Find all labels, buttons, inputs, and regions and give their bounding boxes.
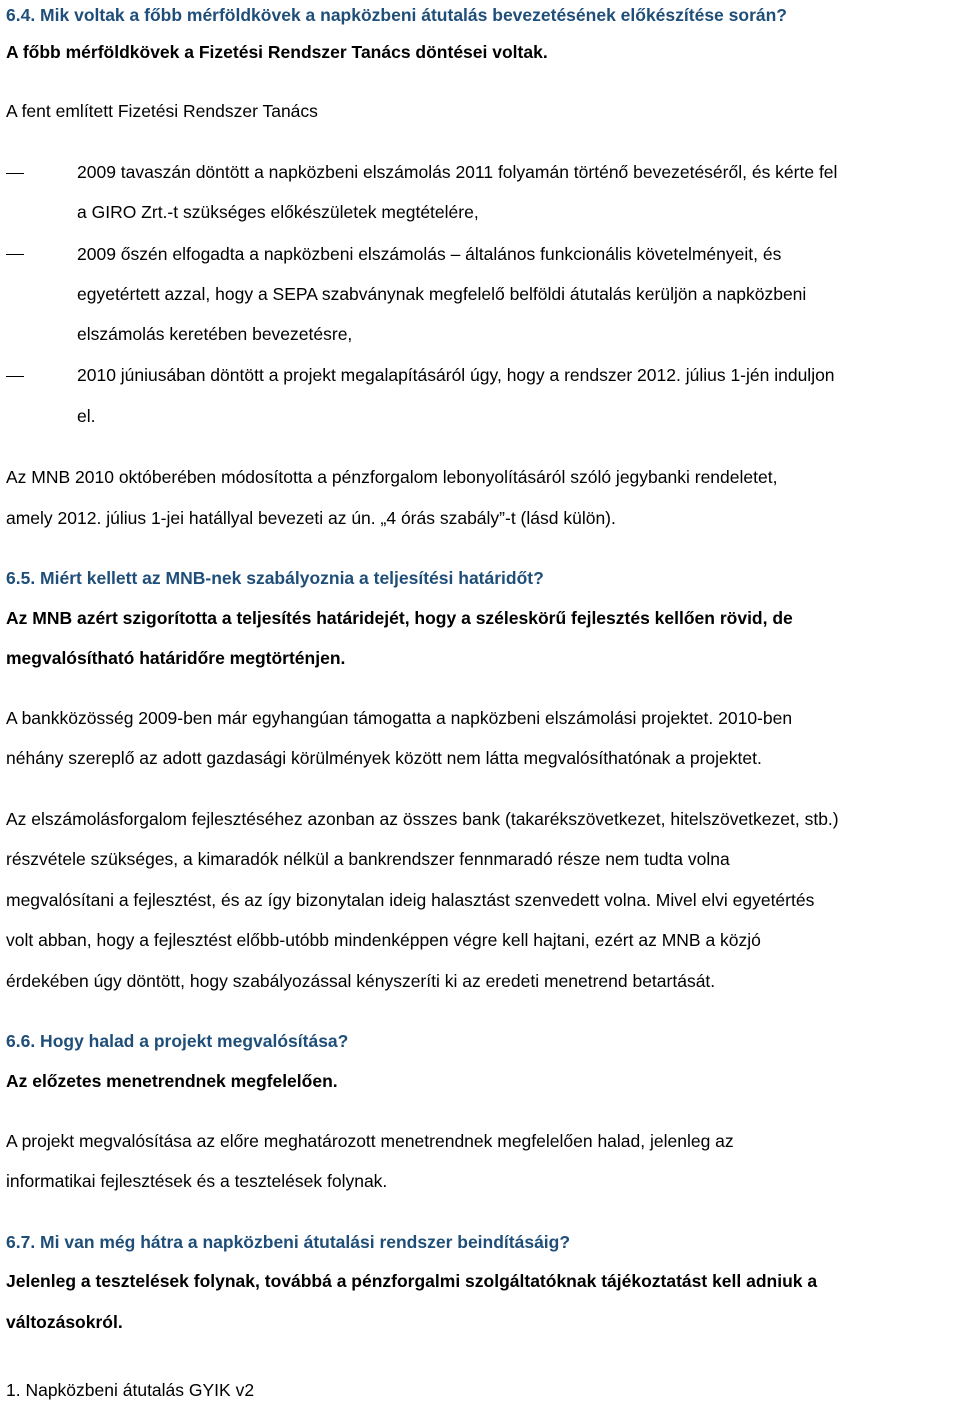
page-footer: 1. Napközbeni átutalás GYIK v2	[6, 1380, 255, 1400]
bullet-dash-icon	[6, 173, 24, 174]
question-6-6: 6.6. Hogy halad a projekt megvalósítása?	[6, 1031, 349, 1051]
bullet-dash-icon	[6, 254, 24, 255]
question-6-5: 6.5. Miért kellett az MNB-nek szabályoznia a teljesítési határidőt?	[6, 568, 544, 588]
mnb-paragraph-line: amely 2012. július 1-jei hatállyal bevezeti az ún. „4 órás szabály”-t (lásd külön).	[6, 508, 616, 528]
bullet-3-line: 2010 júniusában döntött a projekt megalapításáról úgy, hogy a rendszer 2012. július 1-jén induljon	[77, 365, 835, 385]
answer-6-6: Az előzetes menetrendnek megfelelően.	[6, 1071, 338, 1091]
bullet-2-line: 2009 őszén elfogadta a napközbeni elszámolás – általános funkcionális követelményeit, és	[77, 244, 782, 264]
answer-6-4: A főbb mérföldkövek a Fizetési Rendszer Tanács döntései voltak.	[6, 42, 548, 62]
bullet-3-line: el.	[77, 406, 96, 426]
paragraph-line: informatikai fejlesztések és a tesztelések folynak.	[6, 1171, 388, 1191]
bullet-2-line: egyetértett azzal, hogy a SEPA szabványnak megfelelő belföldi átutalás kerüljön a napközbeni	[77, 284, 807, 304]
answer-6-5-line: megvalósítható határidőre megtörténjen.	[6, 648, 346, 668]
paragraph-line: részvétele szükséges, a kimaradók nélkül a bankrendszer fennmaradó része nem tudta volna	[6, 849, 730, 869]
paragraph-line: A bankközösség 2009-ben már egyhangúan támogatta a napközbeni elszámolási projektet. 2010-ben	[6, 708, 793, 728]
paragraph-line: Az elszámolásforgalom fejlesztéséhez azonban az összes bank (takarékszövetkezet, hitelszövetkezet, stb.)	[6, 809, 839, 829]
paragraph-line: érdekében úgy döntött, hogy szabályozással kényszeríti ki az eredeti menetrend betartását.	[6, 971, 716, 991]
answer-6-7-line: Jelenleg a tesztelések folynak, továbbá a pénzforgalmi szolgáltatóknak tájékoztatást kell adniuk a	[6, 1271, 818, 1291]
bullet-2-line: elszámolás keretében bevezetésre,	[77, 324, 353, 344]
paragraph-line: néhány szereplő az adott gazdasági körülmények között nem látta megvalósíthatónak a projektet.	[6, 748, 762, 768]
mnb-paragraph-line: Az MNB 2010 októberében módosította a pénzforgalom lebonyolításáról szóló jegybanki rendeletet,	[6, 467, 778, 487]
paragraph-line: A projekt megvalósítása az előre meghatározott menetrendnek megfelelően halad, jelenleg az	[6, 1131, 734, 1151]
question-6-7: 6.7. Mi van még hátra a napközbeni átutalási rendszer beindításáig?	[6, 1232, 571, 1252]
paragraph-line: volt abban, hogy a fejlesztést előbb-utóbb mindenképpen végre kell hajtani, ezért az MNB a közjó	[6, 930, 761, 950]
question-6-4: 6.4. Mik voltak a főbb mérföldkövek a napközbeni átutalás bevezetésének előkészítése során?	[6, 5, 787, 25]
answer-6-7-line: változásokról.	[6, 1312, 123, 1332]
bullet-1-line: 2009 tavaszán döntött a napközbeni elszámolás 2011 folyamán történő bevezetéséről, és kérte fel	[77, 162, 838, 182]
bullet-1-line: a GIRO Zrt.-t szükséges előkészületek megtételére,	[77, 202, 479, 222]
bullet-dash-icon	[6, 376, 24, 377]
paragraph-line: megvalósítani a fejlesztést, és az így bizonytalan ideig halasztást szenvedett volna. Mivel elvi egyetértés	[6, 890, 815, 910]
answer-6-5-line: Az MNB azért szigorította a teljesítés határidejét, hogy a széleskörű fejlesztés kellően rövid, de	[6, 608, 793, 628]
intro-text: A fent említett Fizetési Rendszer Tanács	[6, 101, 318, 121]
